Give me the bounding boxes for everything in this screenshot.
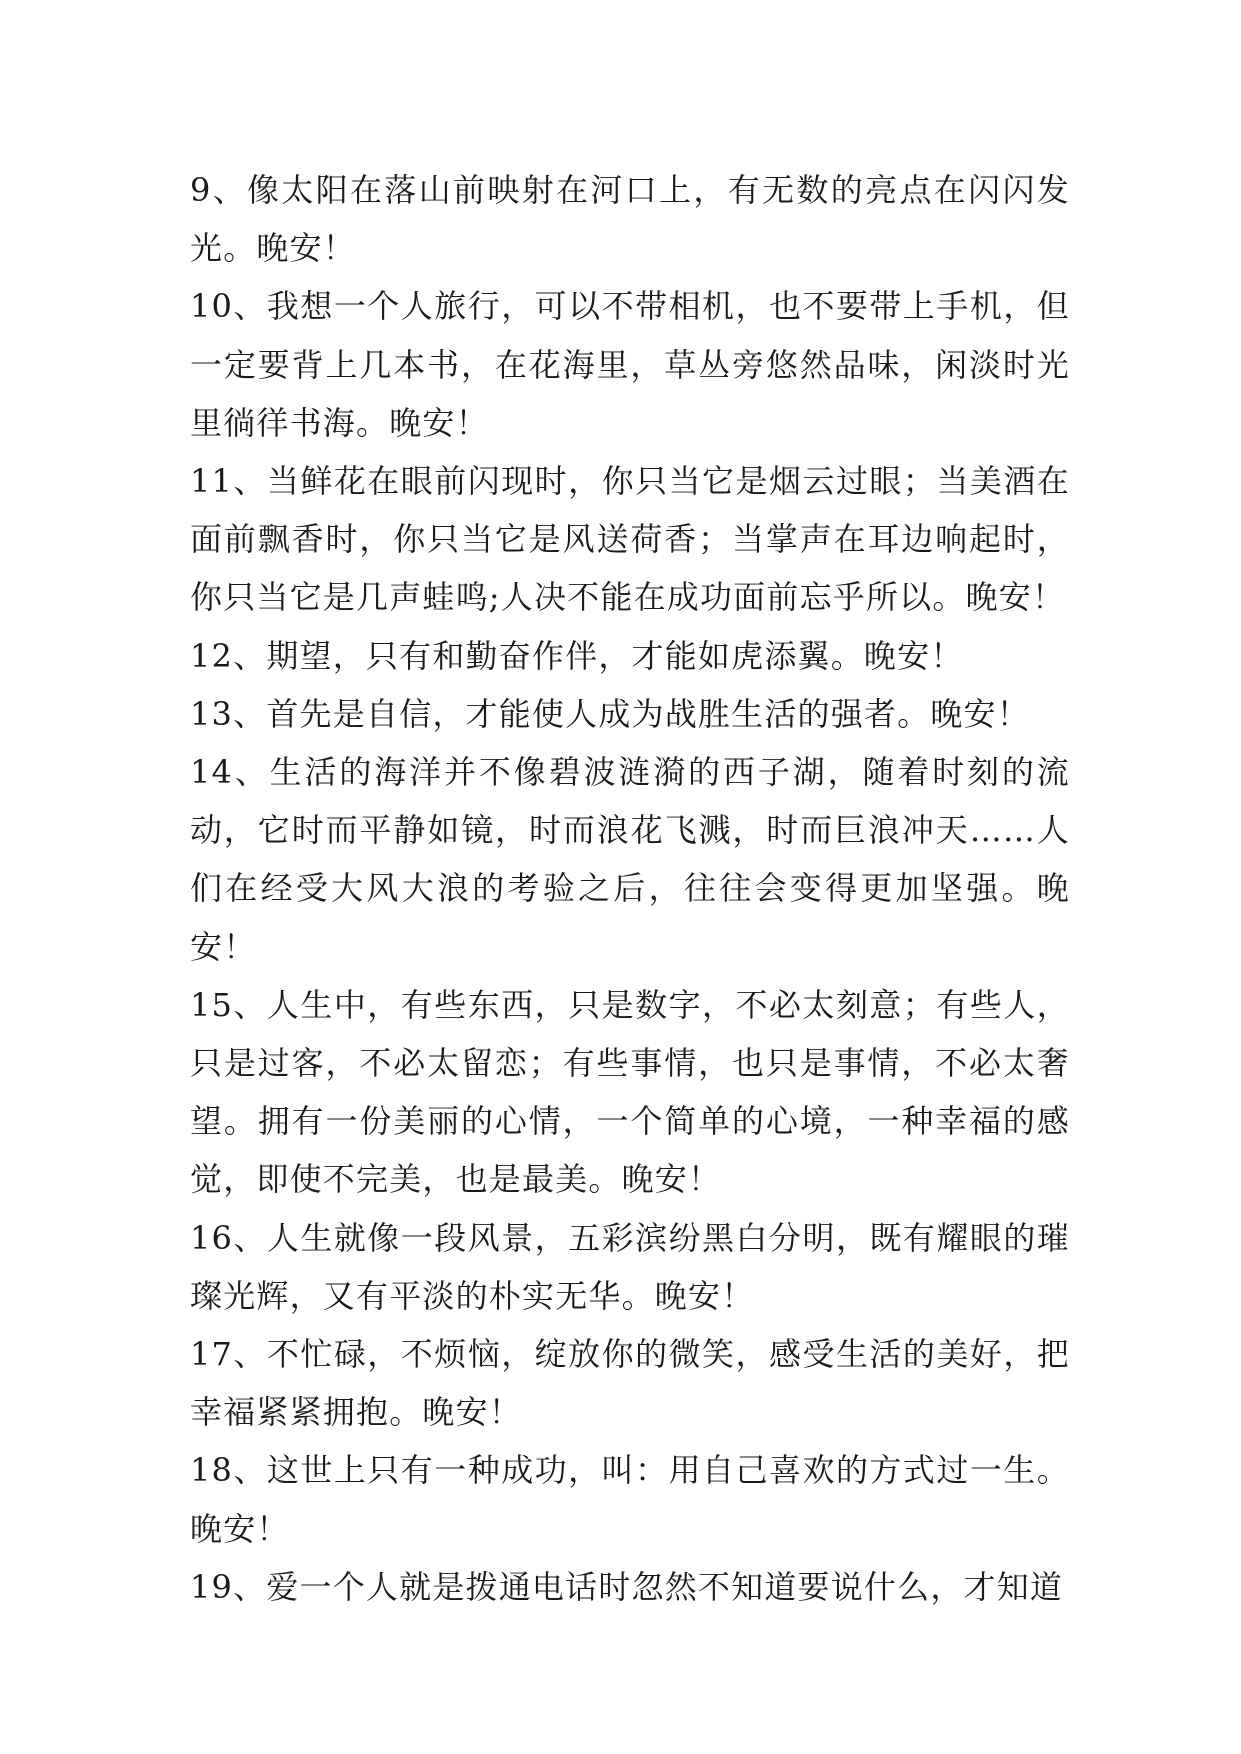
- paragraph-9: 9、像太阳在落山前映射在河口上，有无数的亮点在闪闪发光。晚安！: [190, 171, 1070, 268]
- paragraph-19: 19、爱一个人就是拨通电话时忽然不知道要说什么，才知道: [190, 1567, 1064, 1606]
- paragraph-12: 12、期望，只有和勤奋作伴，才能如虎添翼。晚安！: [190, 636, 964, 675]
- paragraph-13: 13、首先是自信，才能使人成为战胜生活的强者。晚安！: [190, 694, 1030, 733]
- paragraph-14: 14、生活的海洋并不像碧波涟漪的西子湖，随着时刻的流动，它时而平静如镜，时而浪花飞溅，时而巨浪冲天……人们在经受大风大浪的考验之后，往往会变得更加坚强。晚安！: [190, 753, 1070, 966]
- paragraph-16: 16、人生就像一段风景，五彩滨纷黑白分明，既有耀眼的璀璨光辉，又有平淡的朴实无华。晚安！: [190, 1218, 1070, 1315]
- paragraph-11: 11、当鲜花在眼前闪现时，你只当它是烟云过眼；当美酒在面前飘香时，你只当它是风送荷香；当掌声在耳边响起时，你只当它是几声蛙鸣;人决不能在成功面前忘乎所以。晚安！: [190, 462, 1070, 617]
- paragraph-15: 15、人生中，有些东西，只是数字，不必太刻意；有些人，只是过客，不必太留恋；有些事情，也只是事情，不必太奢望。拥有一份美丽的心情，一个简单的心境，一种幸福的感觉，即使不完美，也是最美。晚安！: [190, 985, 1070, 1199]
- paragraph-17: 17、不忙碌，不烦恼，绽放你的微笑，感受生活的美好，把幸福紧紧拥抱。晚安！: [190, 1335, 1070, 1432]
- document-body: [190, 161, 1070, 1616]
- paragraph-10: 10、我想一个人旅行，可以不带相机，也不要带上手机，但一定要背上几本书，在花海里，草丛旁悠然品味，闲淡时光里徜徉书海。晚安！: [190, 287, 1070, 442]
- paragraph-18: 18、这世上只有一种成功，叫：用自己喜欢的方式过一生。晚安！: [190, 1451, 1070, 1548]
